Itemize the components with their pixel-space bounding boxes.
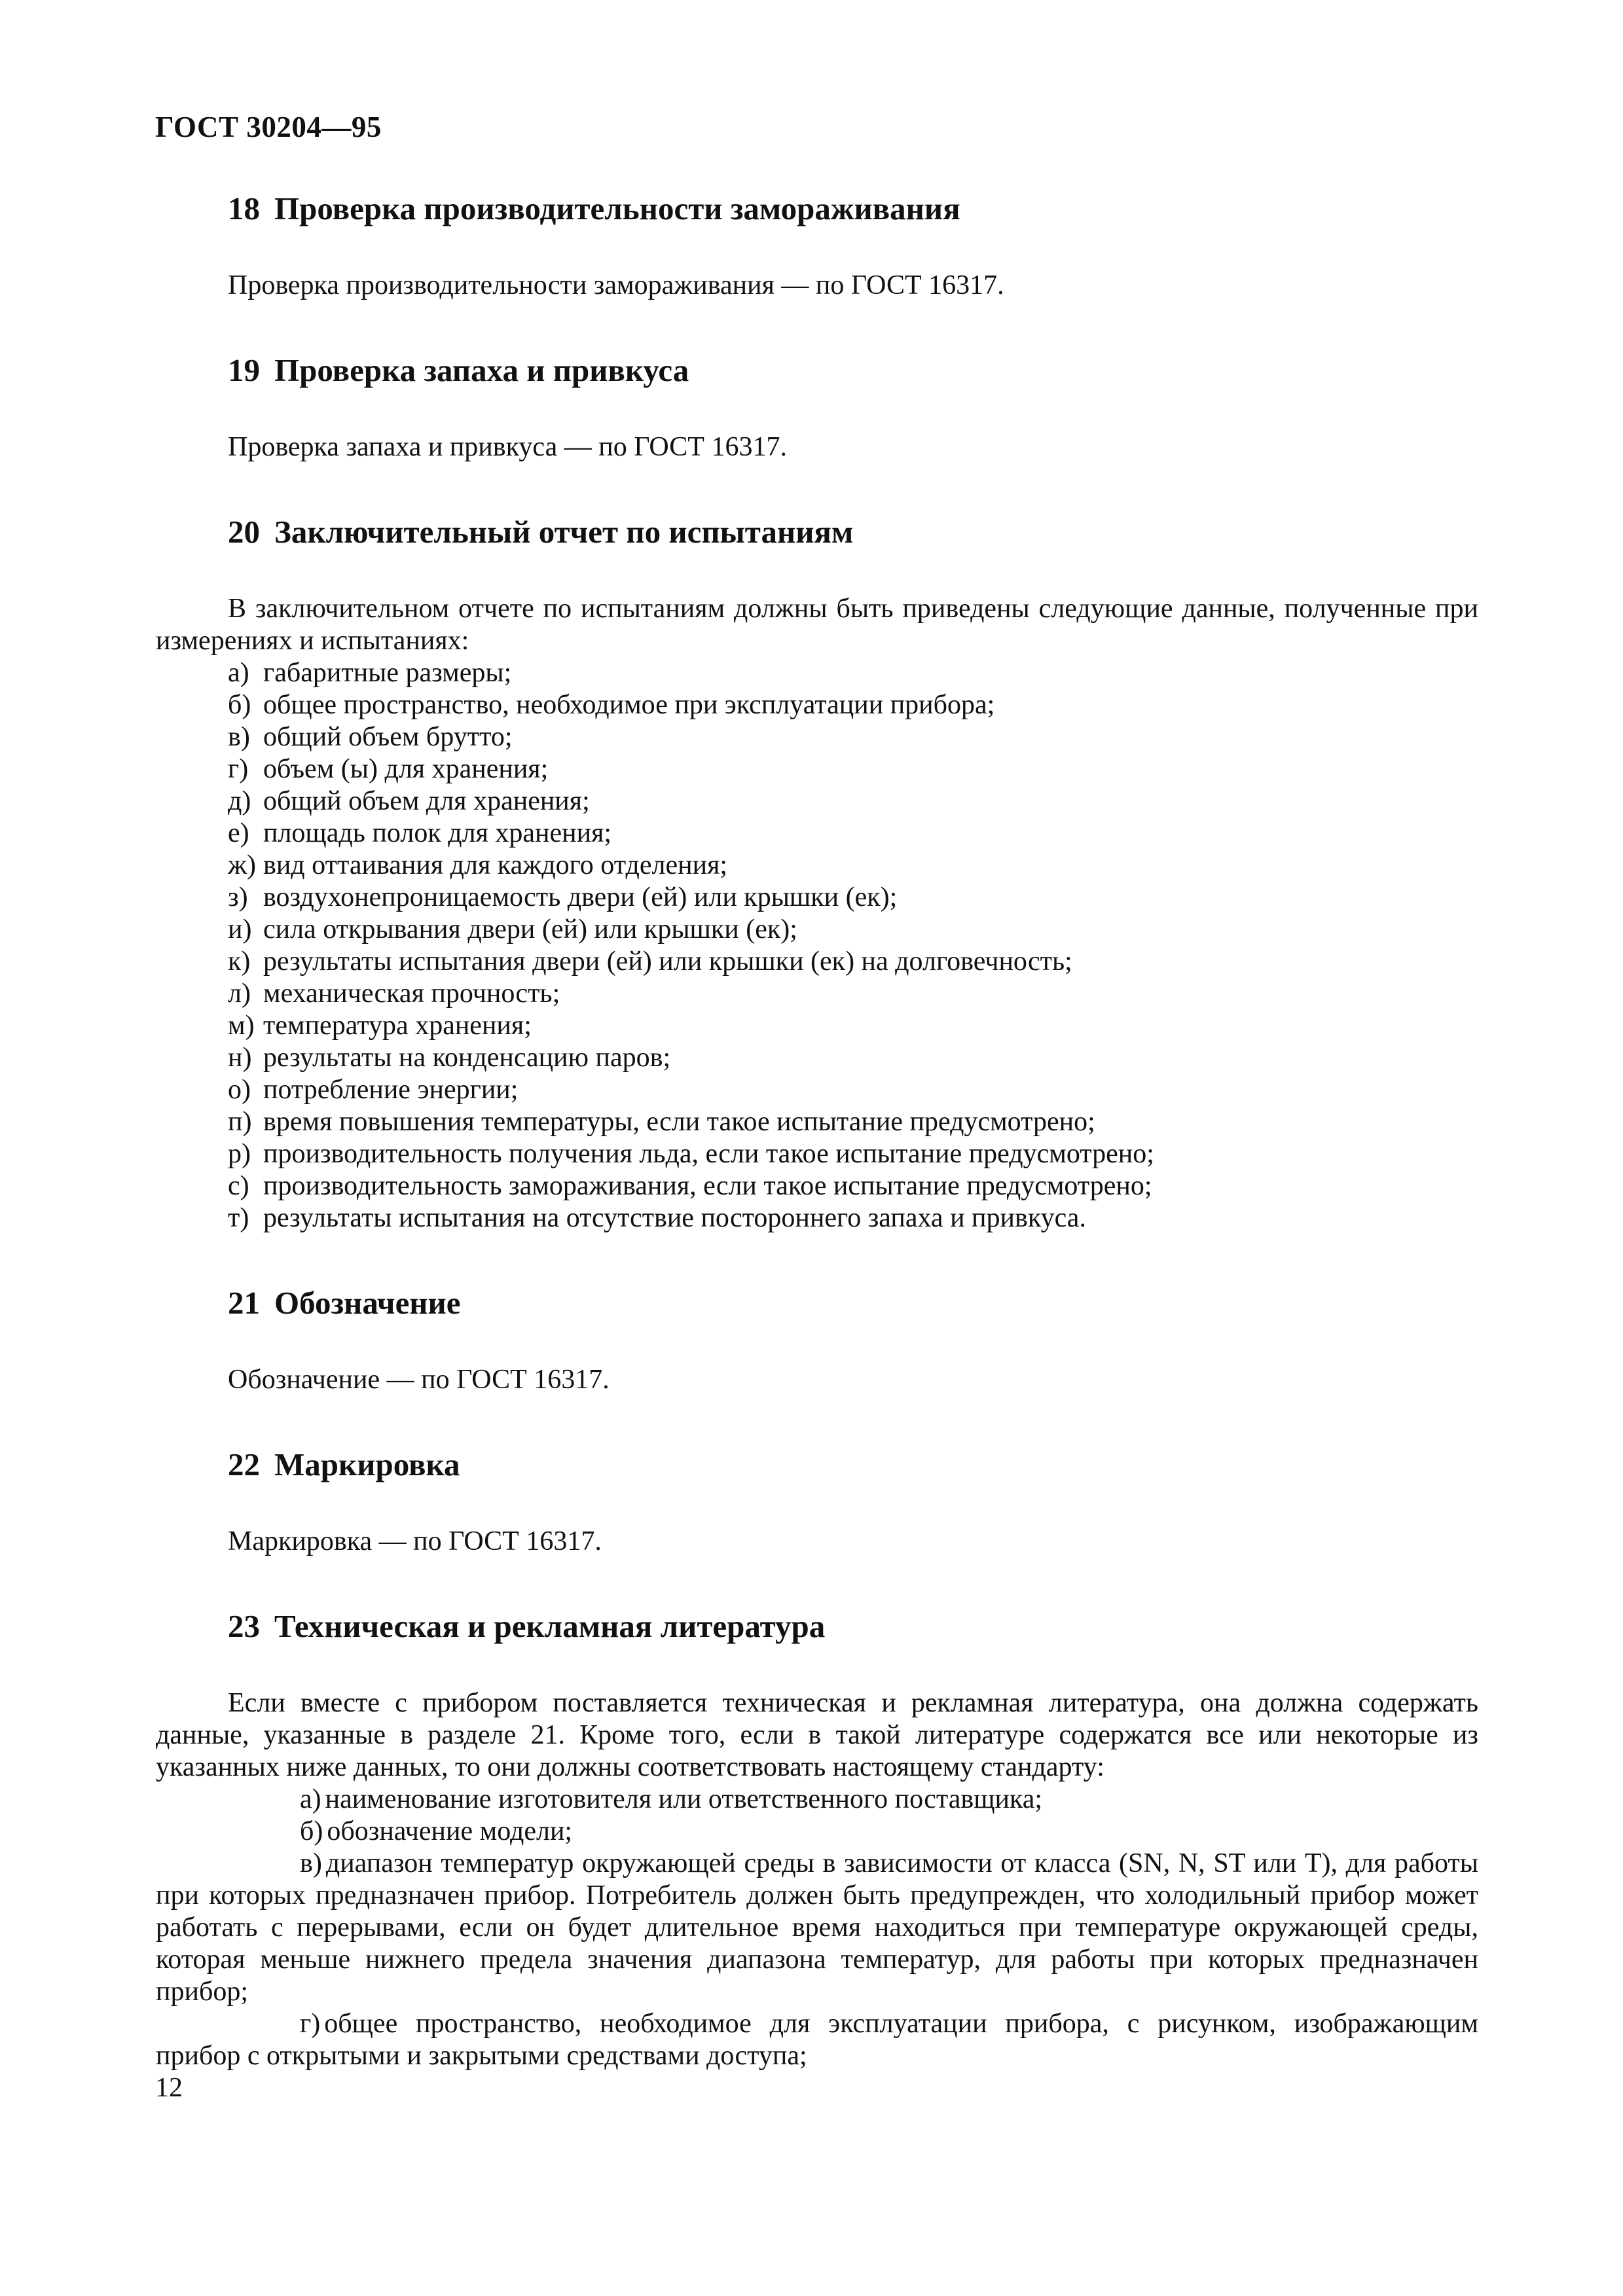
list-item-text: производительность замораживания, если такое испытание предусмотрено; [263, 1171, 1152, 1201]
section-intro-paragraph: Если вместе с прибором поставляется техническая и рекламная литература, она должна содержать данные, указанные в разделе 21. Кроме того, если в такой литературе содержатся все или некоторые из указанных ниже данных, то они должны соответствовать настоящему стандарту: [156, 1688, 1478, 1782]
list-item-text: общий объем для хранения; [263, 786, 590, 816]
list-item [228, 1106, 1478, 1138]
section-title-text: Проверка запаха и привкуса [274, 352, 689, 388]
section-gap [228, 463, 1478, 513]
section-paragraph: Обозначение — по ГОСТ 16317. [228, 1365, 610, 1395]
list-item-letter: г) [228, 754, 249, 784]
section-number: 22 [228, 1446, 260, 1482]
list-item-letter: д) [228, 786, 251, 816]
section-title-text: Маркировка [274, 1446, 460, 1482]
list-item [156, 1816, 1478, 1848]
list-item-letter: з) [228, 882, 248, 912]
list-item [228, 753, 1478, 785]
section-23 [156, 1607, 1478, 2072]
list-item [228, 1010, 1478, 1042]
section-18 [228, 190, 1478, 302]
list-item [156, 1848, 1478, 2008]
section-20 [156, 513, 1478, 1234]
document-code-header: ГОСТ 30204—95 [155, 111, 382, 143]
section-intro-paragraph: В заключительном отчете по испытаниям должны быть приведены следующие данные, полученные при измерениях и испытаниях: [156, 594, 1478, 656]
list-item-text: потребление энергии; [263, 1075, 519, 1105]
section-number: 23 [228, 1608, 260, 1644]
list-item [228, 850, 1478, 882]
list-item-text: механическая прочность; [263, 978, 560, 1009]
list-item-letter: в) [300, 1848, 322, 1878]
list-item [156, 2008, 1478, 2072]
section-number: 21 [228, 1285, 260, 1321]
section-number: 19 [228, 352, 260, 388]
list-item-letter: р) [228, 1139, 251, 1169]
list-item-text: сила открывания двери (ей) или крышки (ек); [263, 914, 797, 944]
section-title [228, 1284, 1478, 1322]
list-item-letter: о) [228, 1075, 251, 1105]
section-19 [228, 351, 1478, 463]
list-item-letter: б) [300, 1816, 323, 1846]
section-paragraph: Проверка производительности замораживания — по ГОСТ 16317. [228, 270, 1004, 300]
list-item-text: общее пространство, необходимое при эксплуатации прибора; [263, 690, 995, 720]
section-gap [228, 1234, 1478, 1284]
section-title [228, 513, 1478, 551]
list-item [228, 914, 1478, 946]
section-21 [228, 1284, 1478, 1396]
list-item-text: время повышения температуры, если такое испытание предусмотрено; [263, 1107, 1095, 1137]
list-item-letter: к) [228, 946, 251, 977]
list-item [228, 1074, 1478, 1106]
list-item-text: наименование изготовителя или ответственного поставщика; [325, 1784, 1043, 1814]
list-item-text: производительность получения льда, если такое испытание предусмотрено; [263, 1139, 1154, 1169]
list-item [228, 946, 1478, 978]
list-item-text: общий объем брутто; [263, 722, 513, 752]
section-title-text: Техническая и рекламная литература [274, 1608, 826, 1644]
page-number: 12 [155, 2073, 183, 2103]
list-item-text: габаритные размеры; [263, 658, 512, 688]
list-item [156, 1784, 1478, 1816]
list-item-letter: и) [228, 914, 252, 944]
list-item [228, 1138, 1478, 1170]
list-item-text: площадь полок для хранения; [263, 818, 612, 848]
section-title-text: Заключительный отчет по испытаниям [274, 514, 854, 550]
list-item [228, 1170, 1478, 1202]
list-item-text: объем (ы) для хранения; [263, 754, 549, 784]
list-item [228, 1042, 1478, 1074]
list-item [228, 1202, 1478, 1234]
list-item [228, 689, 1478, 721]
list-item [228, 721, 1478, 753]
report-data-list [228, 657, 1478, 1234]
section-title [228, 190, 1478, 228]
list-item-letter: а) [228, 658, 249, 688]
list-item [228, 785, 1478, 817]
list-item [228, 978, 1478, 1010]
literature-data-list [156, 1784, 1478, 2072]
list-item-letter: ж) [228, 850, 257, 880]
list-item-text: результаты испытания двери (ей) или крышки (ек) на долговечность; [263, 946, 1072, 977]
list-item-text: результаты на конденсацию паров; [263, 1043, 671, 1073]
section-title [228, 351, 1478, 389]
list-item-letter: г) [300, 2009, 321, 2039]
list-item-text: диапазон температур окружающей среды в зависимости от класса (SN, N, ST или T), для работы при которых предназначен прибор. Потребитель должен быть предупрежден, что холодильный прибор может работать с перерывами, если он будет длительное время находиться при температуре окружающей среды, которая меньше нижнего предела значения диапазона температур, для работы при которых предназначен прибор; [156, 1848, 1478, 2007]
section-number: 18 [228, 190, 260, 226]
list-item-text: обозначение модели; [327, 1816, 573, 1846]
list-item-letter: с) [228, 1171, 249, 1201]
list-item-letter: л) [228, 978, 251, 1009]
list-item [228, 817, 1478, 850]
section-title [228, 1607, 1478, 1645]
section-gap [228, 1396, 1478, 1446]
list-item-text: вид оттаивания для каждого отделения; [263, 850, 728, 880]
section-22 [228, 1446, 1478, 1558]
list-item-letter: н) [228, 1043, 252, 1073]
page-content [156, 190, 1478, 2072]
section-title-text: Проверка производительности замораживания [274, 190, 960, 226]
list-item-text: температура хранения; [263, 1011, 532, 1041]
section-title-text: Обозначение [274, 1285, 461, 1321]
list-item-text: результаты испытания на отсутствие постороннего запаха и привкуса. [263, 1203, 1086, 1233]
list-item-letter: е) [228, 818, 249, 848]
section-paragraph: Проверка запаха и привкуса — по ГОСТ 16317. [228, 432, 787, 462]
list-item [228, 882, 1478, 914]
list-item-letter: п) [228, 1107, 252, 1137]
list-item-letter: в) [228, 722, 250, 752]
list-item-letter: б) [228, 690, 251, 720]
list-item-letter: м) [228, 1011, 255, 1041]
section-paragraph: Маркировка — по ГОСТ 16317. [228, 1526, 602, 1556]
list-item-letter: а) [300, 1784, 321, 1814]
list-item-text: воздухонепроницаемость двери (ей) или крышки (ек); [263, 882, 898, 912]
list-item [228, 657, 1478, 689]
list-item-letter: т) [228, 1203, 249, 1233]
list-item-text: общее пространство, необходимое для эксплуатации прибора, с рисунком, изображающим прибор с открытыми и закрытыми средствами доступа; [156, 2009, 1478, 2071]
section-number: 20 [228, 514, 260, 550]
section-gap [228, 302, 1478, 351]
section-title [228, 1446, 1478, 1484]
section-gap [228, 1558, 1478, 1607]
